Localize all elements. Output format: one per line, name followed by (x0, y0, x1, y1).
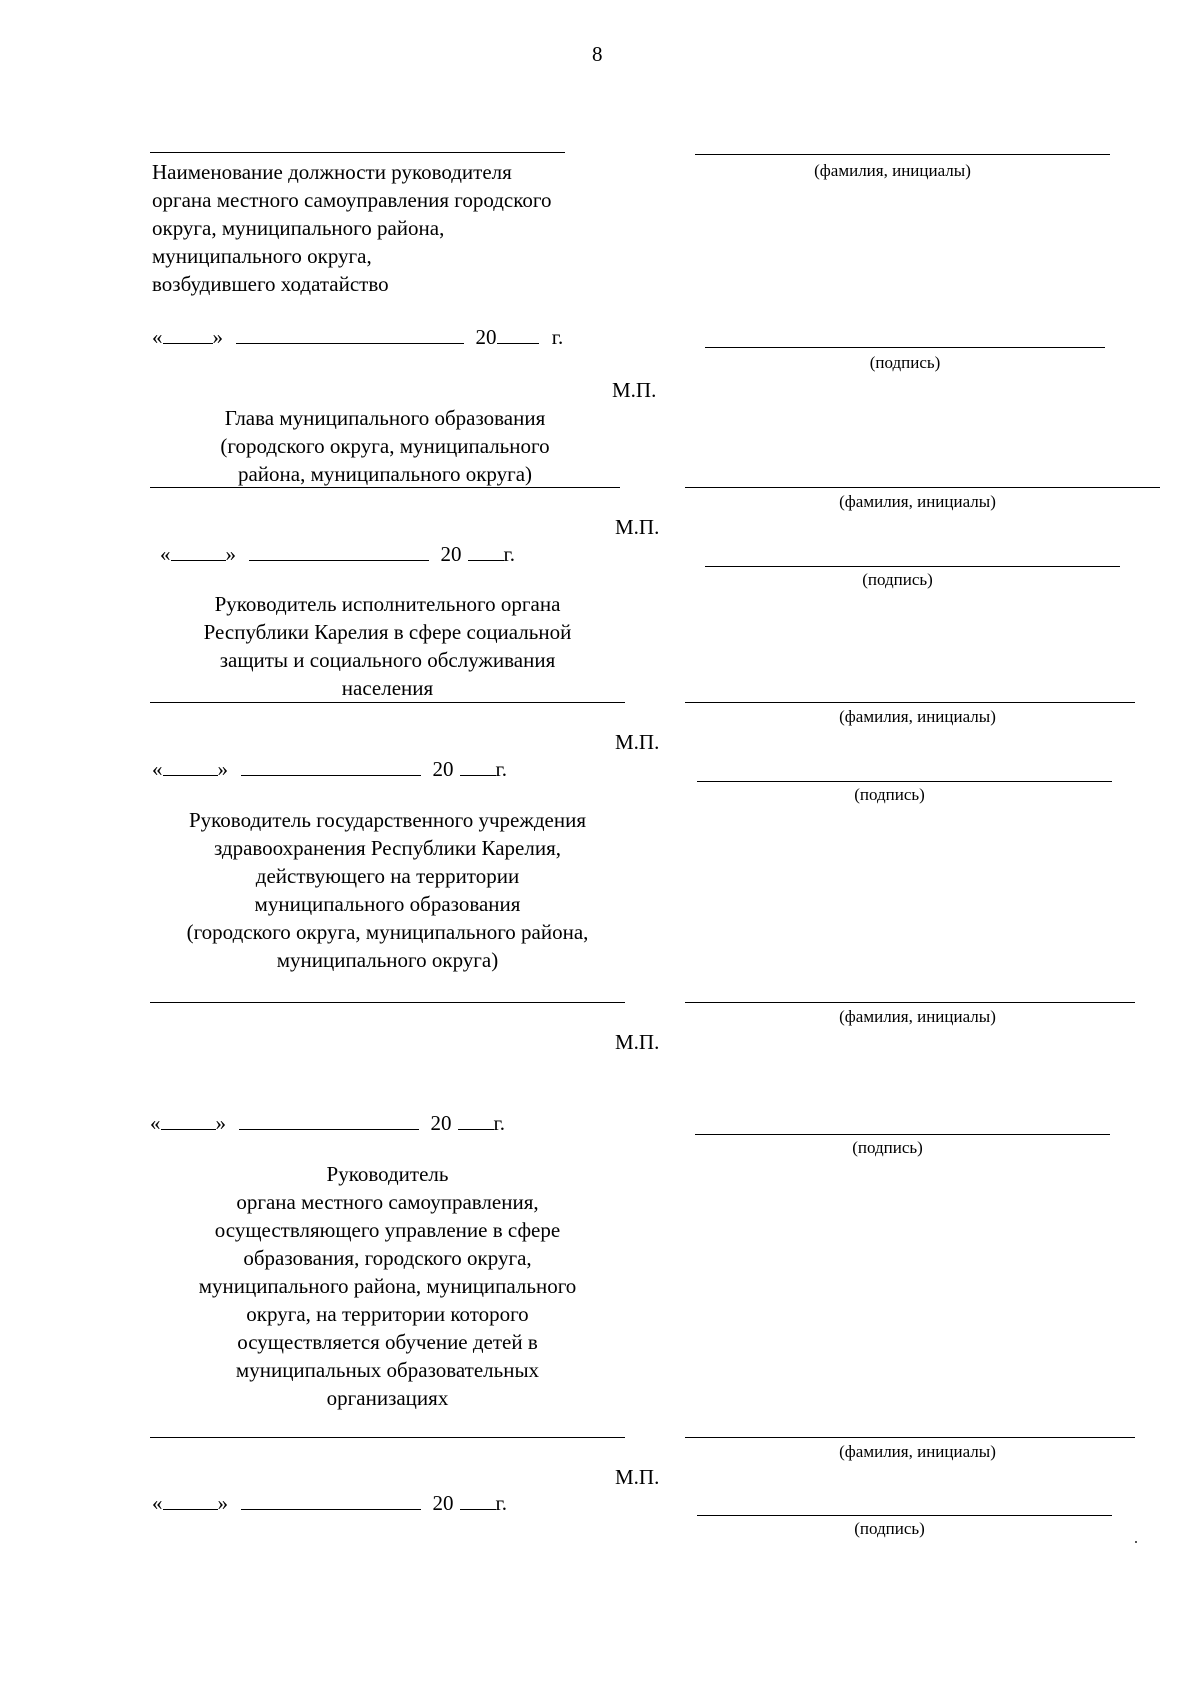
date-field[interactable]: « » 20 г. (152, 1491, 507, 1515)
signature-caption: (подпись) (854, 1519, 925, 1538)
name-line (685, 702, 1135, 703)
name-caption: (фамилия, инициалы) (839, 492, 996, 511)
position-title-line (150, 1437, 625, 1438)
position-title-line (150, 487, 620, 488)
signature-caption: (подпись) (869, 353, 941, 372)
signature-caption: (подпись) (852, 1138, 923, 1157)
name-line (685, 487, 1160, 488)
signature-line (705, 347, 1105, 348)
signature-line (697, 781, 1112, 782)
name-caption: (фамилия, инициалы) (814, 161, 971, 180)
page-number: 8 (592, 42, 603, 66)
block-title: Наименование должности руководителя органа местного самоуправления городского округа, муниципального района, муниципального округа, возбудившего ходатайство (152, 160, 552, 296)
name-caption: (фамилия, инициалы) (839, 1442, 996, 1461)
stamp-label: М.П. (615, 1465, 660, 1489)
block-title: Руководитель исполнительного органа Республики Карелия в сфере социальной защиты и социального обслуживания населения (203, 592, 572, 700)
signature-caption: (подпись) (854, 785, 925, 804)
stamp-label: М.П. (615, 515, 660, 539)
date-field[interactable]: « » 20 г. (152, 757, 507, 781)
position-title-line (150, 702, 625, 703)
stamp-label: М.П. (612, 378, 657, 402)
signature-caption: (подпись) (862, 570, 933, 589)
block-title: Глава муниципального образования (городского округа, муниципального района, муниципального округа) (220, 406, 550, 486)
name-line (685, 1437, 1135, 1438)
stamp-label: М.П. (615, 730, 660, 754)
name-line (685, 1002, 1135, 1003)
signature-line (705, 566, 1120, 567)
signature-line (697, 1515, 1112, 1516)
scan-speck (1135, 1541, 1137, 1543)
name-line (695, 154, 1110, 155)
stamp-label: М.П. (615, 1030, 660, 1054)
block-title: Руководитель государственного учреждения здравоохранения Республики Карелия, действующего на территории муниципального образования (городского округа, муниципального района, муниципального округа) (186, 808, 589, 972)
position-title-line (150, 1002, 625, 1003)
date-field[interactable]: « » 20 г. (150, 1111, 505, 1135)
name-caption: (фамилия, инициалы) (839, 1007, 996, 1026)
date-field[interactable]: « » 20 г. (160, 542, 515, 566)
date-field[interactable]: « » 20 г. (152, 325, 564, 349)
position-title-line (150, 152, 565, 153)
signature-line (695, 1134, 1110, 1135)
name-caption: (фамилия, инициалы) (839, 707, 996, 726)
block-title: Руководитель органа местного самоуправления, осуществляющего управление в сфере образования, городского округа, муниципального района, муниципального округа, на территории которого осуществляется обучение детей в муниципальных образовательных организациях (198, 1162, 577, 1410)
